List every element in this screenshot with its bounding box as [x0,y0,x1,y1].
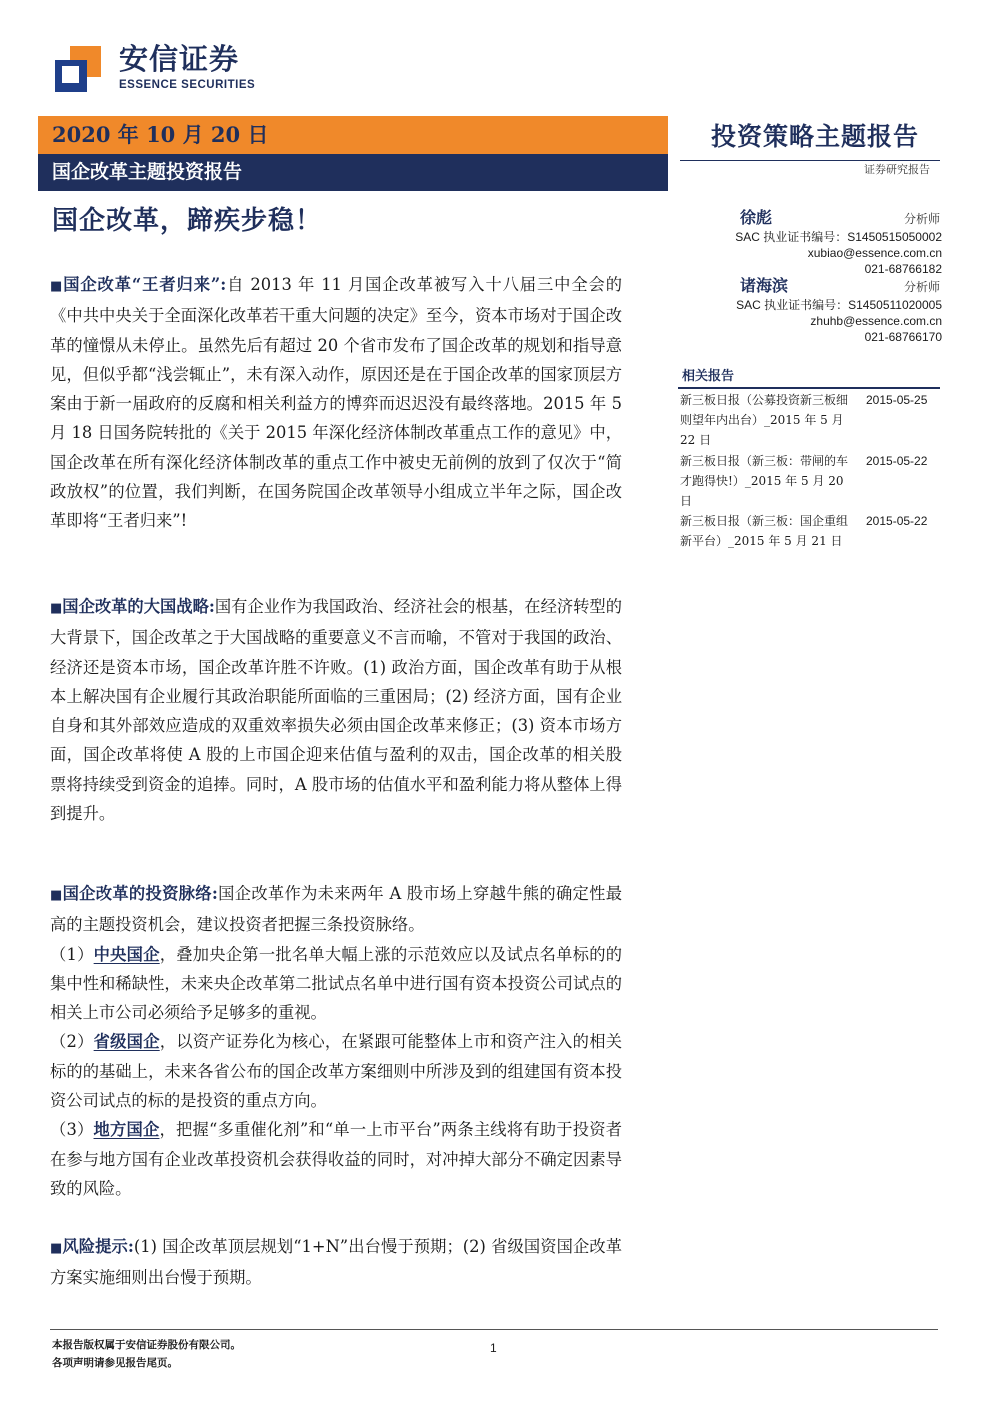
square-bullet-icon: ■ [50,888,63,903]
logo-mark-icon [55,46,101,92]
logo-name-cn: 安信证券 [119,42,240,76]
analyst-email[interactable]: zhuhb@essence.com.cn [810,314,942,328]
item-number: （3） [50,1120,94,1140]
report-subtype: 证券研究报告 [864,163,930,176]
report-type: 投资策略主题报告 [710,122,919,151]
section-strategy [50,592,622,828]
analyst-email[interactable]: xubiao@essence.com.cn [807,246,942,260]
related-reports-title: 相关报告 [682,369,735,384]
section-risk [50,1232,622,1293]
footer-copyright: 本报告版权属于安信证券股份有限公司。 [52,1339,241,1351]
related-report-text[interactable]: 新三板日报（新三板：国企重组新平台）_2015 年 5 月 21 日 [680,514,849,548]
square-bullet-icon: ■ [50,601,63,616]
section-text: 国企改革作为未来两年 A 股市场上穿越牛熊的确定性最高的主题投资机会，建议投资者把握三条投资脉络。 [50,884,622,935]
investment-item [50,1027,622,1115]
investment-item [50,940,622,1028]
section-text: (1) 国企改革顶层规划“1+N”出台慢于预期；(2) 省级国资国企改革方案实施细则出台慢于预期。 [50,1237,622,1288]
section-wangzhe [50,270,622,536]
square-bullet-icon: ■ [50,1241,63,1256]
company-logo [55,42,315,98]
item-number: （2） [50,1032,94,1052]
analyst-role: 分析师 [903,280,940,294]
page-title: 国企改革，蹄疾步稳！ [52,206,323,236]
item-label: 地方国企 [93,1120,160,1140]
item-text: ，叠加央企第一批名单大幅上涨的示范效应以及试点名单标的的集中性和稀缺性，未来央企改革第二批试点名单中进行国有资本投资公司试点的相关上市公司必须给予足够多的重视。 [50,944,622,1023]
section-lead: 国企改革“王者归来”: [63,275,227,294]
related-report-text[interactable]: 新三板日报（公募投资新三板细则望年内出台）_2015 年 5 月 22 日 [680,393,849,447]
related-report-text[interactable]: 新三板日报（新三板：带闸的车才跑得快!）_2015 年 5 月 20 日 [680,454,849,508]
section-lead: 国企改革的大国战略: [62,597,215,616]
related-report-date: 2015-05-25 [866,393,928,407]
section-text: 自 2013 年 11 月国企改革被写入十八届三中全会的《中共中央关于全面深化改革若干重大问题的决定》至今，资本市场对于国企改革的憧憬从未停止。虽然先后有超过 20 个省市发布了国企改革的规划和指导意见，但似乎都“浅尝辄止”，未有深入动作，原因还是在于国企改革的国家顶层方案由于新一届政府的反腐和相关利益方的博弈而迟迟没有最终落地。2015 年 5 月 18 日国务院转批的《关于 2015 年深化经济体制改革重点工作的意见》中，国企改革在所有深化经济体制改革的重点工作中被史无前例的放到了仅次于“简政放权”的位置，我们判断，在国务院国企改革领导小组成立半年之际，国企改革即将“王者归来”! [50,275,622,531]
section-lead: 风险提示: [62,1237,134,1256]
related-reports-divider [678,387,940,389]
analyst-phone: 021-68766182 [864,262,942,276]
item-text: ，把握“多重催化剂”和“单一上市平台”两条主线将有助于投资者在参与地方国有企业改革投资机会获得收益的同时，对冲掉大部分不确定因素导致的风险。 [50,1120,622,1198]
logo-name-en: ESSENCE SECURITIES [119,79,256,91]
report-type-divider [680,160,940,161]
report-date: 2020 年 10 月 20 日 [52,122,269,147]
analyst-role: 分析师 [903,212,940,226]
page-number: 1 [490,1341,497,1355]
analyst-phone: 021-68766170 [864,330,942,344]
analyst-name: 诸海滨 [740,276,789,295]
section-investment [50,879,622,1203]
related-report-date: 2015-05-22 [866,514,928,528]
square-bullet-icon: ■ [50,279,64,294]
item-label: 中央国企 [93,944,160,964]
footer-divider [50,1329,938,1330]
analyst-name: 徐彪 [740,208,773,227]
analyst-cert: SAC 执业证书编号：S1450511020005 [736,298,942,312]
item-number: （1） [50,944,94,964]
section-text: 国有企业作为我国政治、经济社会的根基，在经济转型的大背景下，国企改革之于大国战略的重要意义不言而喻，不管对于我国的政治、经济还是资本市场，国企改革许胜不许败。(1) 政治方面，国企改革有助于从根本上解决国有企业履行其政治职能所面临的三重困局；(2) 经济方面，国有企业自身和其外部效应造成的双重效率损失必须由国企改革来修正；(3) 资本市场方面，国企改革将使 A 股的上市国企迎来估值与盈利的双击，国企改革的相关股票将持续受到资金的追捧。同时，A 股市场的估值水平和盈利能力将从整体上得到提升。 [50,597,622,824]
footer-disclaimer-note: 各项声明请参见报告尾页。 [52,1357,178,1369]
report-series: 国企改革主题投资报告 [52,161,243,183]
related-report-date: 2015-05-22 [866,454,928,468]
item-label: 省级国企 [93,1032,160,1052]
investment-item [50,1115,622,1203]
item-text: ，以资产证券化为核心，在紧跟可能整体上市和资产注入的相关标的的基础上，未来各省公布的国企改革方案细则中所涉及到的组建国有资本投资公司试点的标的是投资的重点方向。 [50,1032,622,1111]
analyst-cert: SAC 执业证书编号：S1450515050002 [735,230,942,244]
section-lead: 国企改革的投资脉络: [62,884,218,903]
